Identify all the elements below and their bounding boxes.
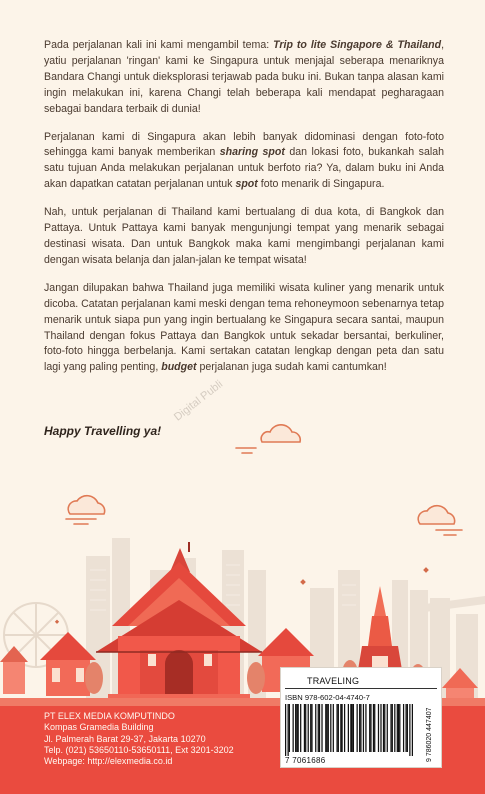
cloud-icon <box>66 496 105 524</box>
cloud-icon <box>236 425 300 453</box>
barcode-icon <box>285 704 413 756</box>
p4-part1: Jangan dilupakan bahwa Thailand juga memiliki wisata kuliner yang menarik untuk dicoba. Catatan perjalanan kami meski dengan tema rehoneymoon sebenarnya tetap menarik untuk siapa pun yang ingin bertualang ke Singapura secara santai, maupun Thailand dengan fokus Pattaya dan Bangkok untuk sekadar bersantai, berkuliner, foto-foto hingga berbelanja. Kami sertakan catatan lengkap dengan peta dan satu lagi yang paling penting, <box>44 281 444 374</box>
divider <box>285 688 437 689</box>
closing-line: Happy Travelling ya! <box>44 424 162 438</box>
p2-part1: Perjalanan kami di Singapura akan lebih banyak didominasi dengan foto-foto sehingga kami banyak memberikan <box>44 130 444 159</box>
paragraph-3: Nah, untuk perjalanan di Thailand kami bertualang di dua kota, di Bangkok dan Pattaya. Untuk Pattaya kami banyak mengunjungi tempat yang menarik sebagai destinasi wisata. Dan untuk Bangkok maka kami mengimbangi perjalanan kami dengan wisata belanja dan jalan-jalan ke tempat wisata! <box>44 206 444 266</box>
p2-emph-sharing-spot: sharing spot <box>219 146 285 159</box>
isbn-label: ISBN 978-602-04-4740-7 <box>285 693 370 702</box>
publisher-building: Kompas Gramedia Building <box>44 722 154 733</box>
p2-part2: dan lokasi foto, bukankah salah satu tujuan Anda melakukan perjalanan untuk berfoto ria? Ya, dalam buku ini Anda akan dapatkan catatan perjalanan untuk <box>44 146 444 191</box>
publisher-name: PT ELEX MEDIA KOMPUTINDO <box>44 711 175 721</box>
p2-part3: foto menarik di Singapura. <box>257 178 385 191</box>
publisher-phone: Telp. (021) 53650110-53650111, Ext 3201-3202 <box>44 744 234 755</box>
p4-part2: perjalanan juga sudah kami cantumkan! <box>196 361 387 374</box>
svg-text:9 786020 447407: 9 786020 447407 <box>426 708 433 762</box>
p2-emph-spot: spot <box>235 178 258 191</box>
paragraph-1 <box>44 38 444 118</box>
barcode-side-number <box>417 708 437 764</box>
category-label: TRAVELING <box>307 676 360 686</box>
trip-theme: Trip to lite Singapore & Thailand <box>273 39 442 51</box>
paragraph-2 <box>44 130 444 194</box>
barcode-box <box>280 667 442 768</box>
publisher-address: Jl. Palmerah Barat 29-37, Jakarta 10270 <box>44 733 206 744</box>
publisher-info <box>44 711 234 767</box>
p1-intro: Pada perjalanan kali ini kami mengambil tema: <box>44 39 274 51</box>
watermark: Digital Publi <box>172 378 226 424</box>
p4-emph-budget: budget <box>161 361 197 374</box>
body-text <box>44 38 444 388</box>
p1-rest: , yatiu perjalanan 'ringan' kami ke Singapura untuk menjajal seberapa menariknya Bandara Changi untuk dieksplorasi terjawab pada buku ini. Bukan tanpa alasan kami ingin melakukan ini, karena Changi telah beberapa kali mendapat pegharagaan sebagai bandara terbaik di dunia! <box>44 39 445 115</box>
paragraph-4 <box>44 281 444 376</box>
pavilion-left-small <box>0 646 28 694</box>
cloud-icon <box>418 506 462 535</box>
barcode-number: 7 7061686 <box>285 756 326 765</box>
publisher-web: Webpage: http://elexmedia.co.id <box>44 756 173 767</box>
